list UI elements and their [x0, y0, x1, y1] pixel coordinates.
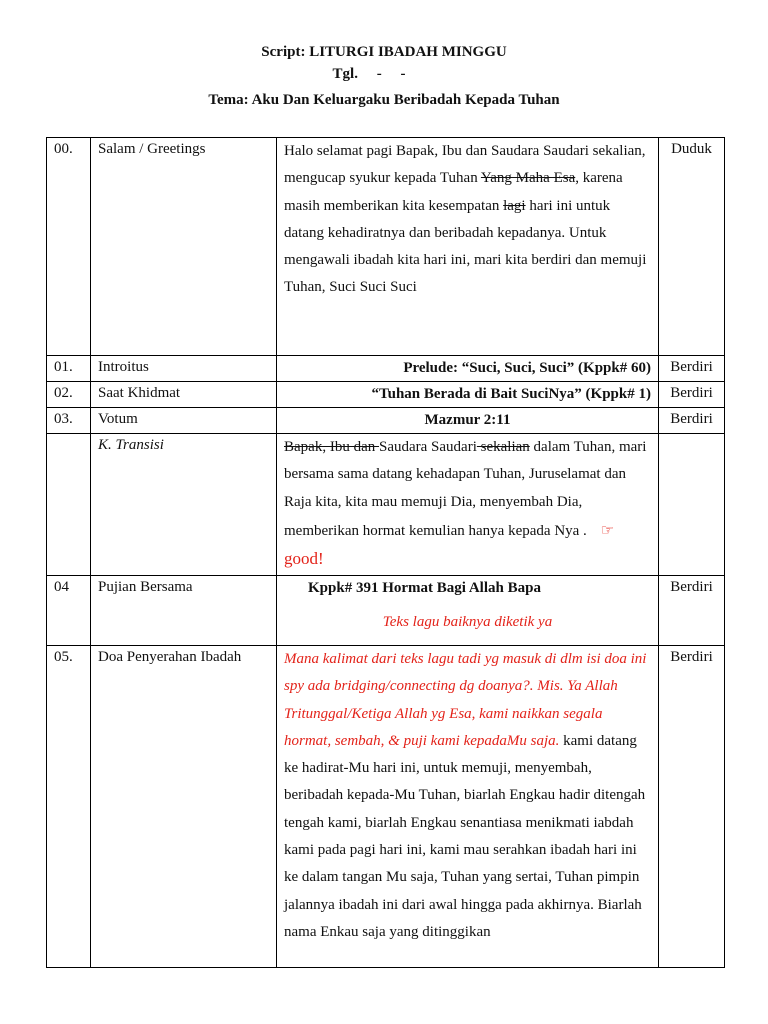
- row-posture: Berdiri: [659, 576, 725, 646]
- text-span: Halo selamat pagi Bapak, Ibu dan Saudara Saudari sekalian, mengucap syukur kepada Tuhan: [284, 143, 646, 187]
- good-note: good!: [284, 549, 324, 569]
- row-text: [277, 408, 659, 434]
- pointing-hand-icon: ☞: [600, 522, 615, 539]
- row-posture: Berdiri: [659, 382, 725, 408]
- row-text: [277, 646, 659, 968]
- liturgy-table: [46, 137, 725, 968]
- row-text-content: Prelude: “Suci, Suci, Suci” (Kppk# 60): [403, 360, 651, 376]
- row-posture: [659, 434, 725, 576]
- text-span: dalam Tuhan, mari bersama sama datang kehadapan Tuhan, Juruselamat dan Raja kita, kita mau memuji Dia, menyembah Dia, memberikan hormat kemulian hanya kepada Nya .: [284, 439, 647, 539]
- song-title: Kppk# 391 Hormat Bagi Allah Bapa: [308, 580, 541, 596]
- table-row: [47, 382, 725, 408]
- row-text-content: “Tuhan Berada di Bait SuciNya” (Kppk# 1): [371, 386, 651, 402]
- row-item: Saat Khidmat: [91, 382, 277, 408]
- struck-text: sekalian: [476, 439, 530, 455]
- row-item: Doa Penyerahan Ibadah: [91, 646, 277, 968]
- row-posture: Berdiri: [659, 356, 725, 382]
- struck-text: lagi: [503, 197, 526, 214]
- row-text: [277, 356, 659, 382]
- theme-title: Tema: Aku Dan Keluargaku Beribadah Kepada Tuhan: [208, 92, 560, 108]
- table-row: [47, 408, 725, 434]
- row-text: [277, 576, 659, 646]
- text-span: hari ini untuk datang kehadiratnya dan beribadah kepadanya. Untuk mengawali ibadah kita hari ini, mari kita berdiri dan memuji Tuhan, Suci Suci Suci: [284, 197, 647, 296]
- row-item: Pujian Bersama: [91, 576, 277, 646]
- row-number: 04: [47, 576, 91, 646]
- table-row: [47, 356, 725, 382]
- row-text-content: Mazmur 2:11: [424, 412, 511, 428]
- date-line: Tgl. - -: [332, 66, 406, 82]
- reviewer-note: Mana kalimat dari teks lagu tadi yg masuk di dlm isi doa ini spy ada bridging/connecting dg doanya?. Mis. Ya Allah Tritunggal/Ketiga Allah yg Esa, kami naikkan segala hormat, sembah, & puji kami kepadaMu saja.: [284, 651, 647, 749]
- row-text: [277, 434, 659, 576]
- text-span: , karena masih memberikan kita kesempatan: [284, 170, 623, 214]
- row-number: 01.: [47, 356, 91, 382]
- struck-text: Yang Maha Esa: [480, 170, 576, 187]
- row-number: 05.: [47, 646, 91, 968]
- row-number: 03.: [47, 408, 91, 434]
- row-text: [277, 382, 659, 408]
- row-text: [277, 138, 659, 356]
- table-row: [47, 576, 725, 646]
- script-title: Script: LITURGI IBADAH MINGGU: [261, 44, 507, 60]
- row-item: Votum: [91, 408, 277, 434]
- reviewer-note: Teks lagu baiknya diketik ya: [382, 614, 553, 630]
- table-row: [47, 138, 725, 356]
- struck-text: Bapak, Ibu dan: [284, 439, 379, 455]
- row-item: Introitus: [91, 356, 277, 382]
- row-posture: Berdiri: [659, 408, 725, 434]
- row-item: K. Transisi: [91, 434, 277, 576]
- row-posture: Berdiri: [659, 646, 725, 968]
- row-number: [47, 434, 91, 576]
- table-row: [47, 434, 725, 576]
- text-span: kami datang ke hadirat-Mu hari ini, untuk memuji, menyembah, beribadah kepada-Mu Tuhan, biarlah Engkau hadir ditengah tengah kami, biarlah Engkau senantiasa menikmati iabdah kami pada pagi hari ini, kami mau serahkan ibadah hari ini ke dalam tangan Mu saja, Tuhan yang sertai, Tuhan pimpin jalannya ibadah ini dari awal hingga pada akhirnya. Biarlah nama Enkau saja yang ditinggikan: [284, 732, 646, 940]
- text-span: Saudara Saudari: [378, 439, 477, 455]
- table-row: [47, 646, 725, 968]
- row-number: 02.: [47, 382, 91, 408]
- row-posture: Duduk: [659, 138, 725, 356]
- row-number: 00.: [47, 138, 91, 356]
- row-item: Salam / Greetings: [91, 138, 277, 356]
